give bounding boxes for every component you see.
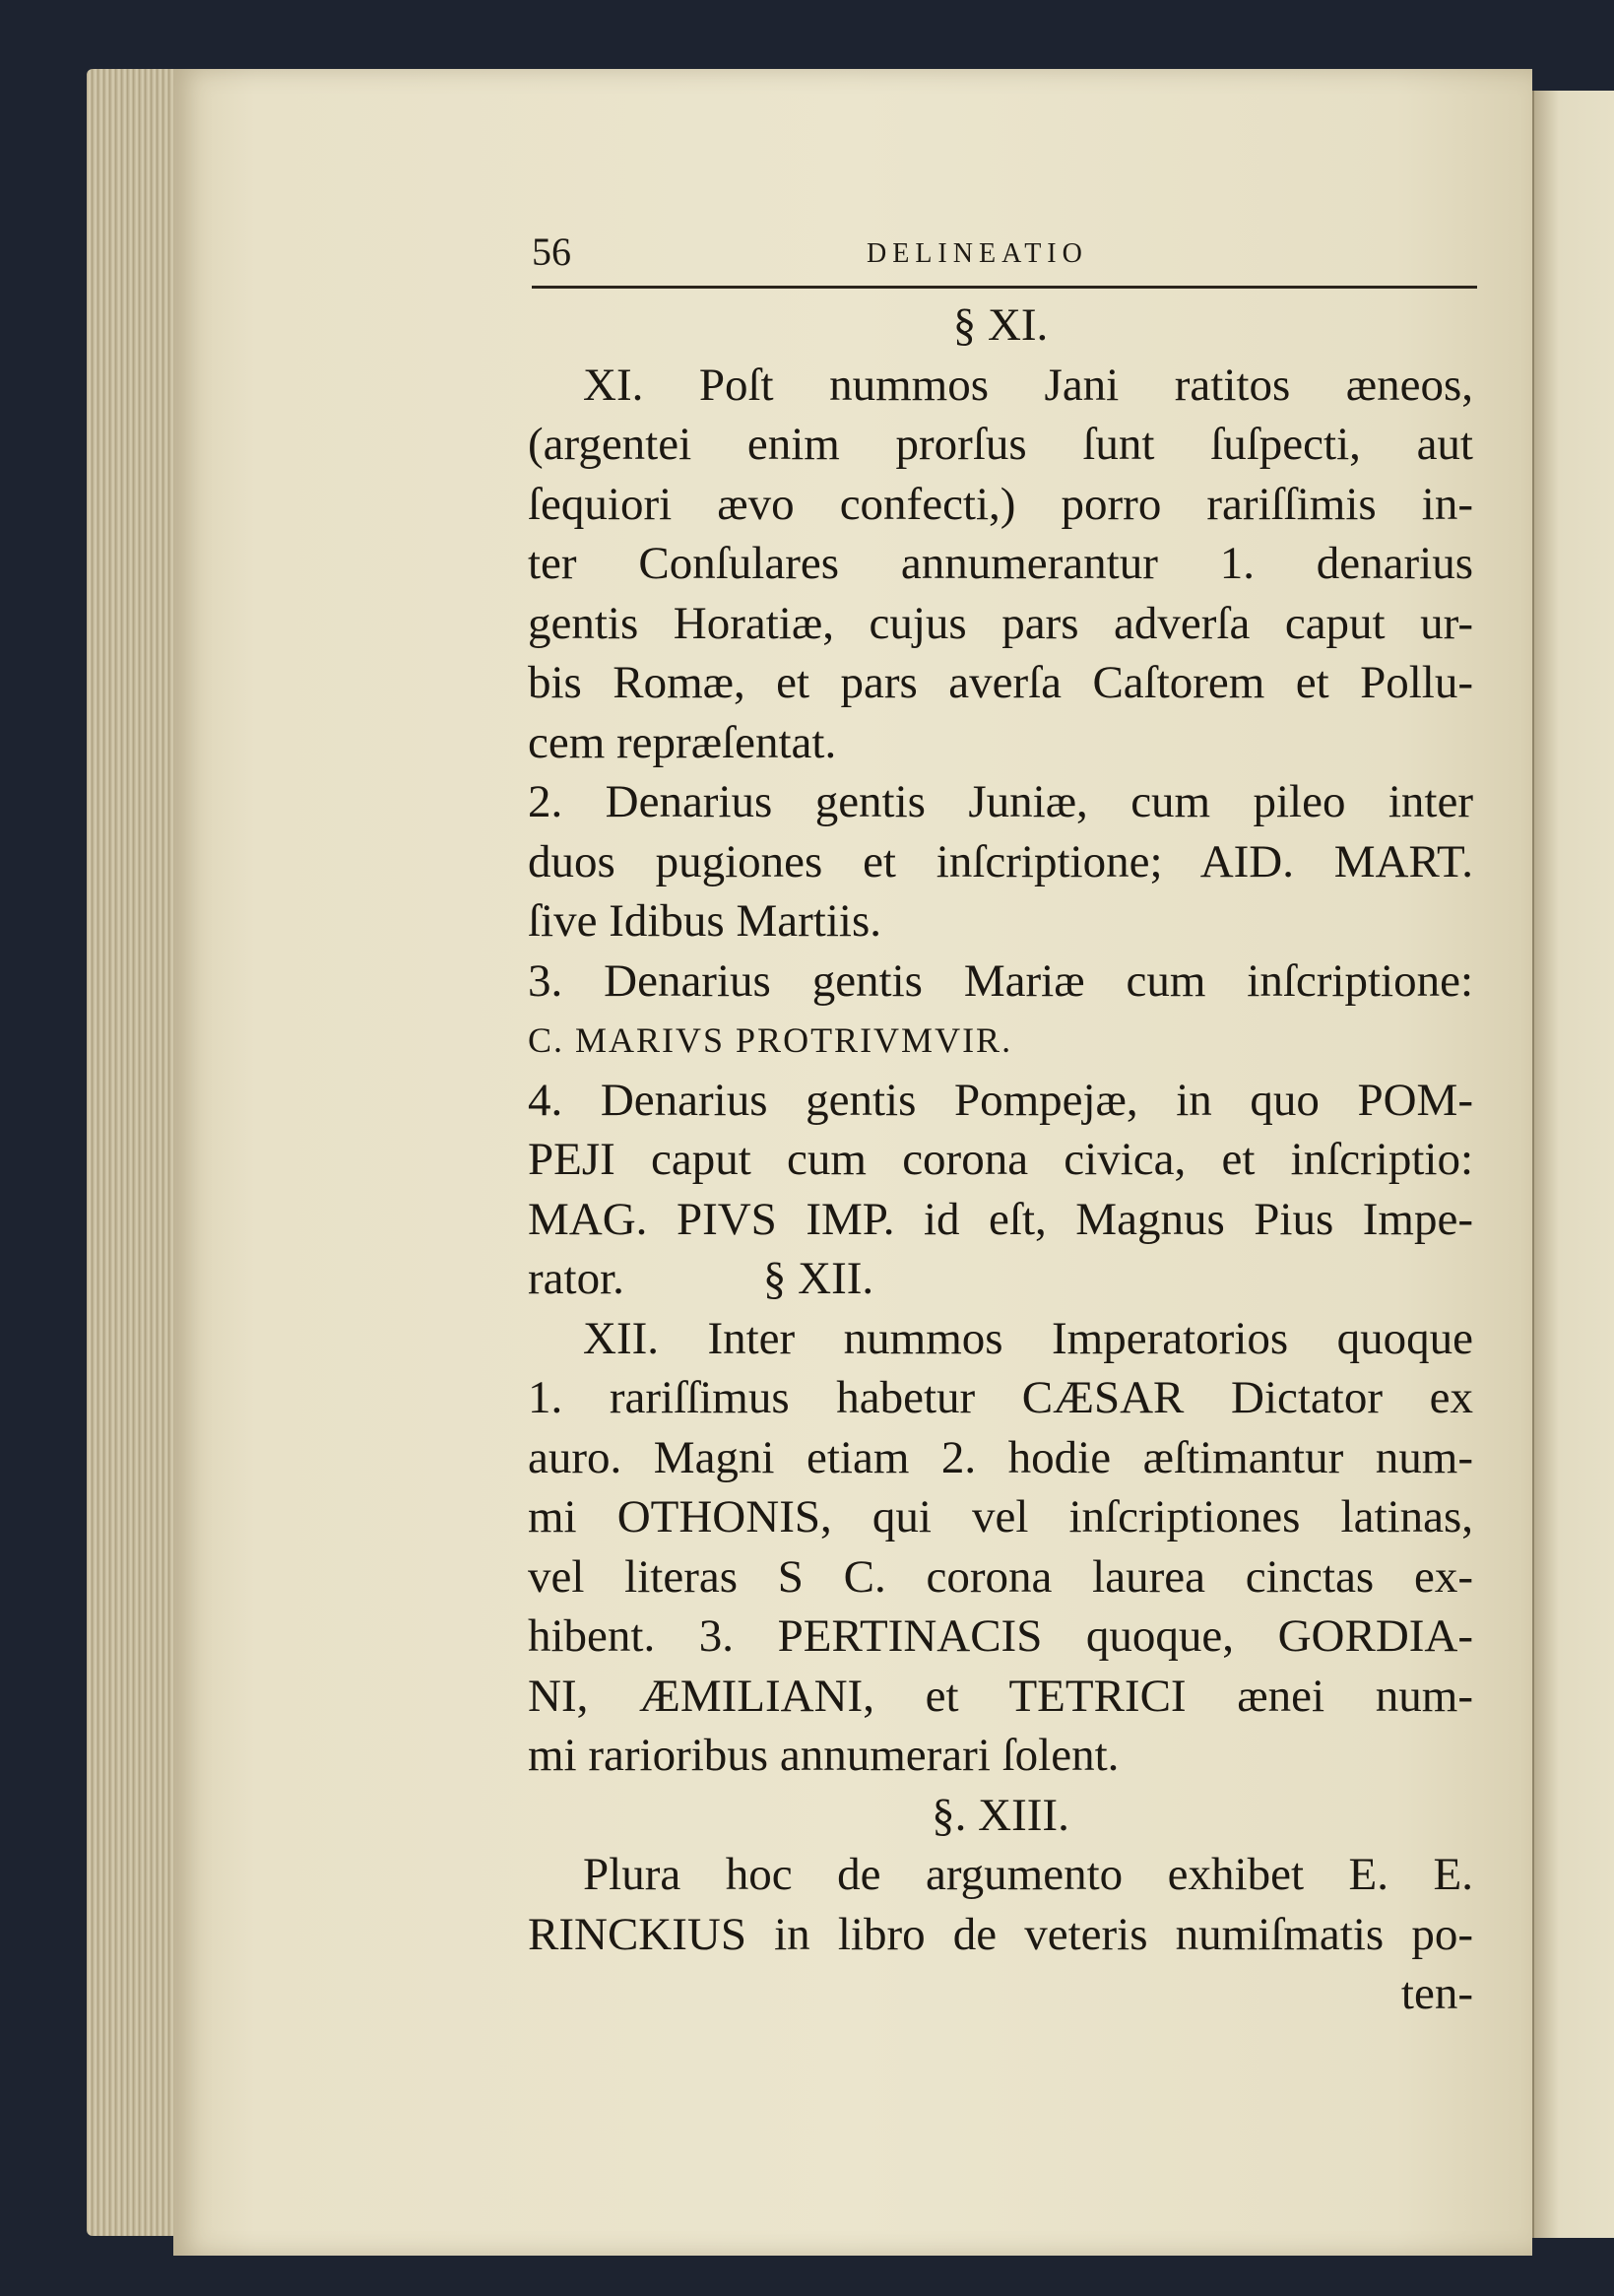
text-line: XI. Poſt nummos Jani ratitos æneos, [583,359,1473,411]
text-line: 4. Denarius gentis Pompejæ, in quo POM- [528,1074,1473,1126]
text-line: MAG. PIVS IMP. id eſt, Magnus Pius Impe- [528,1193,1473,1245]
text-line: duos pugiones et inſcriptione; AID. MART. [528,835,1473,887]
text-line: 3. Denarius gentis Mariæ cum inſcriptione: [528,954,1473,1007]
text-line: 2. Denarius gentis Juniæ, cum pileo inter [528,776,1473,827]
text-line: Plura hoc de argumento exhibet E. E. [583,1849,1473,1900]
text-line: rator. § XII. [528,1253,874,1304]
section-heading: §. XIII. [932,1789,1069,1841]
text-line: 1. rariſſimus habetur CÆSAR Dictator ex [528,1372,1473,1423]
text-line: PEJI caput cum corona civica, et inſcriptio: [528,1134,1473,1185]
text-line: mi OTHONIS, qui vel inſcriptiones latinas, [528,1491,1473,1542]
text-line: C. MARIVS PROTRIVMVIR. [528,1020,1013,1060]
facing-page-edge [1532,91,1614,2238]
text-line: NI, ÆMILIANI, et TETRICI ænei num- [528,1670,1473,1722]
text-line: hibent. 3. PERTINACIS quoque, GORDIA- [528,1610,1473,1662]
text-line: vel literas S C. corona laurea cinctas ex- [528,1550,1473,1603]
page-header [532,227,1477,289]
text-line: bis Romæ, et pars averſa Caſtorem et Pollu- [528,657,1473,708]
page-stack-edge [87,69,175,2236]
section-heading: § XI. [952,299,1049,351]
page-number: 56 [532,230,571,274]
text-line: gentis Horatiæ, cujus pars adverſa caput ur- [528,597,1473,649]
text-line: ter Conſulares annumerantur 1. denarius [528,538,1473,589]
body-text [528,295,1473,2024]
text-line: ſequiori ævo confecti,) porro rariſſimis in- [528,478,1473,530]
text-line: XII. Inter nummos Imperatorios quoque [583,1312,1473,1364]
text-line: cem repræſentat. [528,716,837,768]
text-line: RINCKIUS in libro de veteris numiſmatis po- [528,1908,1473,1960]
text-line: (argentei enim prorſus ſunt ſuſpecti, aut [528,419,1473,470]
text-line: mi rarioribus annumerari ſolent. [528,1730,1120,1781]
text-line: auro. Magni etiam 2. hodie æſtimantur num- [528,1431,1473,1483]
text-line: ſive Idibus Martiis. [528,895,881,947]
catchword: ten- [1400,1968,1473,2019]
running-head: DELINEATIO [867,238,1088,269]
